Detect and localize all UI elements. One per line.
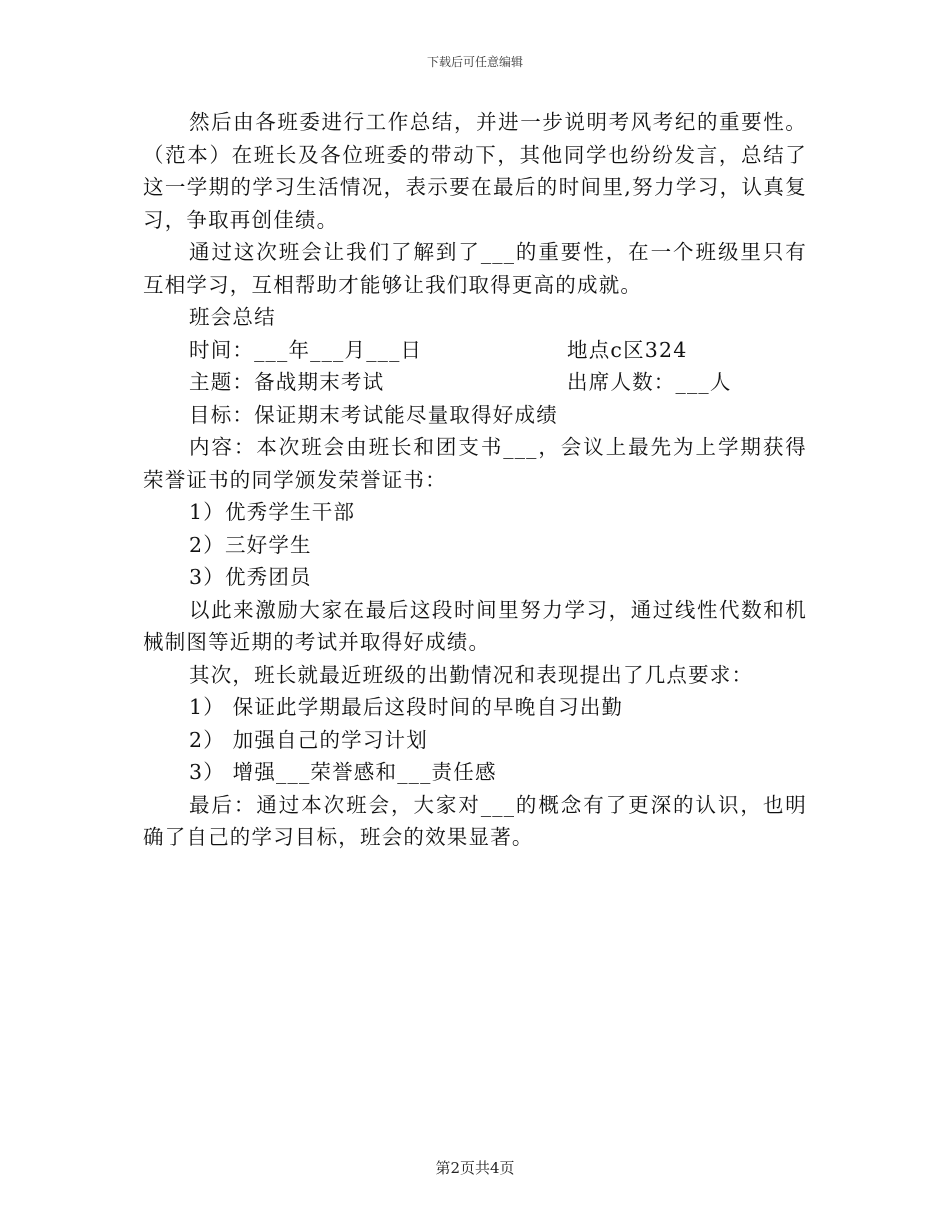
page-number: 第2页共4页	[435, 1159, 515, 1177]
document-body	[143, 106, 807, 854]
meeting-info-row-2	[143, 366, 807, 399]
award-item: 1）优秀学生干部	[189, 500, 356, 524]
award-item: 2）三好学生	[189, 532, 312, 557]
meeting-attendance: 出席人数：___人	[567, 370, 732, 394]
meeting-content-intro: 内容：本次班会由班长和团支书___，会议上最先为上学期获得荣誉证书的同学颁发荣誉证书：	[143, 435, 807, 492]
requirement-item: 2） 加强自己的学习计划	[189, 727, 428, 752]
award-item: 3）优秀团员	[189, 565, 312, 589]
paragraph-conclusion: 最后：通过本次班会，大家对___的概念有了更深的认识，也明确了自己的学习目标，班会的效果显著。	[143, 792, 807, 849]
section-title: 班会总结	[189, 305, 276, 329]
meeting-goal: 目标：保证期末考试能尽量取得好成绩	[189, 402, 558, 427]
meeting-time: 时间：___年___月___日	[189, 337, 423, 362]
requirement-item: 1） 保证此学期最后这段时间的早晚自习出勤	[189, 695, 624, 719]
meeting-location: 地点c区324	[567, 337, 688, 362]
meeting-theme: 主题：备战期末考试	[189, 370, 385, 394]
requirement-item: 3） 增强___荣誉感和___责任感	[189, 760, 497, 784]
meeting-info-row-1	[143, 334, 807, 367]
paragraph-lesson: 通过这次班会让我们了解到了___的重要性，在一个班级里只有互相学习，互相帮助才能够让我们取得更高的成就。	[143, 240, 807, 297]
paragraph-motivation: 以此来激励大家在最后这段时间里努力学习，通过线性代数和机械制图等近期的考试并取得好成绩。	[143, 597, 807, 654]
paragraph-requirements-intro: 其次，班长就最近班级的出勤情况和表现提出了几点要求：	[189, 662, 754, 687]
page-header: 下载后可任意编辑	[426, 55, 523, 69]
paragraph-summary: 然后由各班委进行工作总结，并进一步说明考风考纪的重要性。（范本）在班长及各位班委的带动下，其他同学也纷纷发言，总结了这一学期的学习生活情况，表示要在最后的时间里,努力学习，认真复习，争取再创佳绩。	[143, 110, 807, 232]
